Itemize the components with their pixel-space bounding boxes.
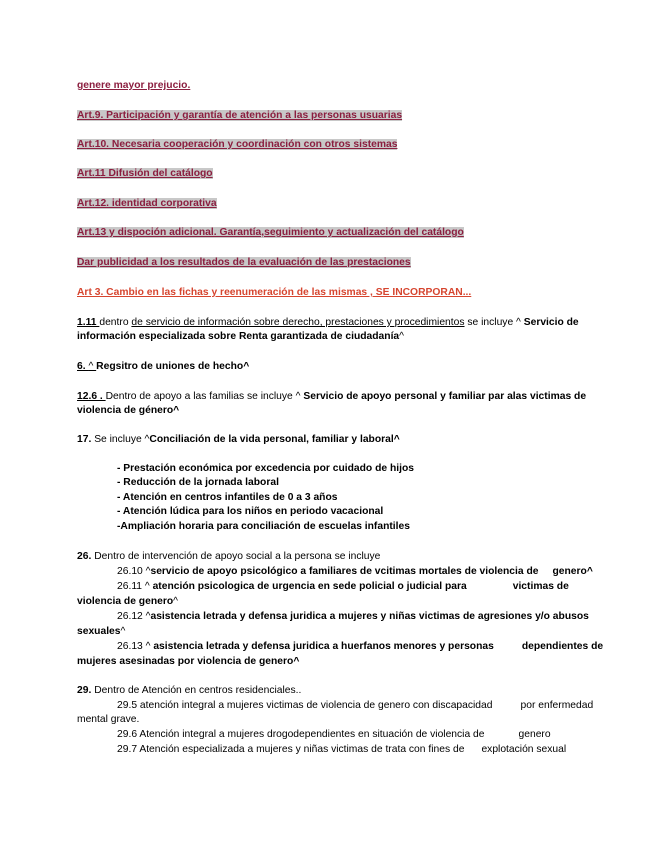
p2612-bold: asistencia letrada y defensa juridica a mujeres y niñas victimas de agresiones y/o abusos bbox=[150, 611, 589, 622]
p17-bold: Conciliación de la vida personal, familiar y laboral^ bbox=[149, 434, 400, 445]
list-17-item bbox=[117, 520, 410, 533]
p2611-bold: atención psicologica de urgencia en sede policial o judicial para bbox=[152, 581, 467, 592]
list-17-item-text: - Reducción de la jornada laboral bbox=[117, 477, 279, 488]
p2611-bold-end: victimas de bbox=[512, 581, 569, 592]
heading-art3 bbox=[77, 286, 471, 299]
p126-bold2: violencia de género^ bbox=[77, 405, 180, 416]
line-prejuicio bbox=[77, 79, 190, 92]
p2610-bold-end: genero^ bbox=[552, 566, 593, 577]
list-17-item-text: - Atención en centros infantiles de 0 a 3 años bbox=[117, 492, 338, 503]
p2613-bold2: mujeres asesinadas por violencia de genero^ bbox=[77, 656, 300, 667]
list-17-item bbox=[117, 462, 414, 475]
p296-end: genero bbox=[518, 729, 551, 740]
para-29-6 bbox=[117, 728, 551, 741]
p295-end: por enfermedad bbox=[520, 700, 594, 711]
p297-text: 29.7 Atención especializada a mujeres y niñas victimas de trata con fines de bbox=[117, 744, 465, 755]
p6-bold: Regsitro de uniones de hecho^ bbox=[96, 361, 250, 372]
list-17-item bbox=[117, 491, 337, 504]
heading-art10 bbox=[77, 138, 397, 151]
para-29-5-line1 bbox=[117, 699, 593, 712]
prejuicio-text: genere mayor prejucio. bbox=[77, 80, 191, 91]
para-26-12-line1 bbox=[117, 610, 589, 623]
art10-text: Art.10. Necesaria cooperación y coordinación con otros sistemas bbox=[77, 139, 398, 150]
p2611-bold2: violencia de genero bbox=[77, 596, 174, 607]
p126-bold1: Servicio de apoyo personal y familiar par alas victimas de bbox=[303, 391, 587, 402]
heading-art12 bbox=[77, 197, 217, 210]
p111-number: 1.11 bbox=[77, 317, 100, 328]
para-17 bbox=[77, 433, 400, 446]
p2612-end: ^ bbox=[120, 626, 126, 637]
para-26-12-line2 bbox=[77, 625, 125, 638]
p2611-end: ^ bbox=[173, 596, 178, 607]
p26-number: 26. bbox=[77, 551, 92, 562]
para-26-13-line2 bbox=[77, 655, 299, 668]
heading-art13 bbox=[77, 226, 464, 239]
p2610-bold: servicio de apoyo psicológico a familiares de vcitimas mortales de violencia de bbox=[150, 566, 539, 577]
p297-end: explotación sexual bbox=[481, 744, 567, 755]
p2613-pre: 26.13 ^ bbox=[117, 641, 154, 652]
para-12-6-line2 bbox=[77, 404, 179, 417]
p29-number: 29. bbox=[77, 685, 92, 696]
p126-number: 12.6 . bbox=[77, 391, 106, 402]
p17-number: 17. bbox=[77, 434, 92, 445]
para-26-13-line1 bbox=[117, 640, 603, 653]
p2611-pre: 26.11 ^ bbox=[117, 581, 153, 592]
para-1-11-line1 bbox=[77, 316, 579, 329]
p111-pre: dentro bbox=[99, 317, 132, 328]
para-26 bbox=[77, 550, 380, 563]
p6-caret: ^ bbox=[88, 361, 97, 372]
para-1-11-line2 bbox=[77, 330, 404, 343]
art9-text: Art.9. Participación y garantía de atención a las personas usuarias bbox=[77, 110, 403, 121]
para-29-7 bbox=[117, 743, 566, 756]
publicidad-text: Dar publicidad a los resultados de la evaluación de las prestaciones bbox=[77, 257, 411, 268]
p295-text: 29.5 atención integral a mujeres victimas de violencia de genero con discapacidad bbox=[117, 700, 493, 711]
p2610-pre: 26.10 ^ bbox=[117, 566, 151, 577]
p2613-bold: asistencia letrada y defensa juridica a huerfanos menores y personas bbox=[153, 641, 494, 652]
art3-text: Art 3. Cambio en las fichas y reenumeración de las mismas , SE INCORPORAN... bbox=[77, 287, 472, 298]
list-17-item-text: -Ampliación horaria para conciliación de escuelas infantiles bbox=[117, 521, 410, 532]
para-6 bbox=[77, 360, 249, 373]
p2613-bold-end: dependientes de bbox=[521, 641, 604, 652]
p2612-pre: 26.12 ^ bbox=[117, 611, 151, 622]
p2612-bold2: sexuales bbox=[77, 626, 121, 637]
heading-publicidad bbox=[77, 256, 411, 269]
p6-number: 6. bbox=[77, 361, 89, 372]
para-26-11-line1 bbox=[117, 580, 569, 593]
p17-pre: Se incluye ^ bbox=[91, 434, 150, 445]
p29-text: Dentro de Atención en centros residenciales.. bbox=[91, 685, 302, 696]
art12-text: Art.12. identidad corporativa bbox=[77, 198, 217, 209]
p295-line2: mental grave. bbox=[77, 714, 140, 725]
p126-pre: Dentro de apoyo a las familias se incluye ^ bbox=[105, 391, 304, 402]
list-17-item-text: - Atención lúdica para los niños en periodo vacacional bbox=[117, 506, 384, 517]
heading-art9 bbox=[77, 109, 402, 122]
list-17-item bbox=[117, 505, 383, 518]
p26-text: Dentro de intervención de apoyo social a la persona se incluye bbox=[91, 551, 381, 562]
p111-underlined: de servicio de información sobre derecho, prestaciones y procedimientos bbox=[131, 317, 465, 328]
list-17-item-text: - Prestación económica por excedencia por cuidado de hijos bbox=[117, 463, 414, 474]
p111-mid: se incluye ^ bbox=[464, 317, 524, 328]
p111-bold2: información especializada sobre Renta garantizada de ciudadanía bbox=[77, 331, 400, 342]
para-29 bbox=[77, 684, 301, 697]
para-26-11-line2 bbox=[77, 595, 178, 608]
p111-bold1: Servicio de bbox=[523, 317, 579, 328]
para-12-6-line1 bbox=[77, 390, 586, 403]
para-26-10 bbox=[117, 565, 593, 578]
para-29-5-line2 bbox=[77, 713, 139, 726]
heading-art11 bbox=[77, 167, 213, 180]
p296-text: 29.6 Atención integral a mujeres drogodependientes en situación de violencia de bbox=[117, 729, 485, 740]
art13-text: Art.13 y dispoción adicional. Garantía,seguimiento y actualización del catálogo bbox=[77, 227, 464, 238]
art11-text: Art.11 Difusión del catálogo bbox=[77, 168, 213, 179]
p111-end: ^ bbox=[399, 331, 405, 342]
list-17-item bbox=[117, 476, 279, 489]
